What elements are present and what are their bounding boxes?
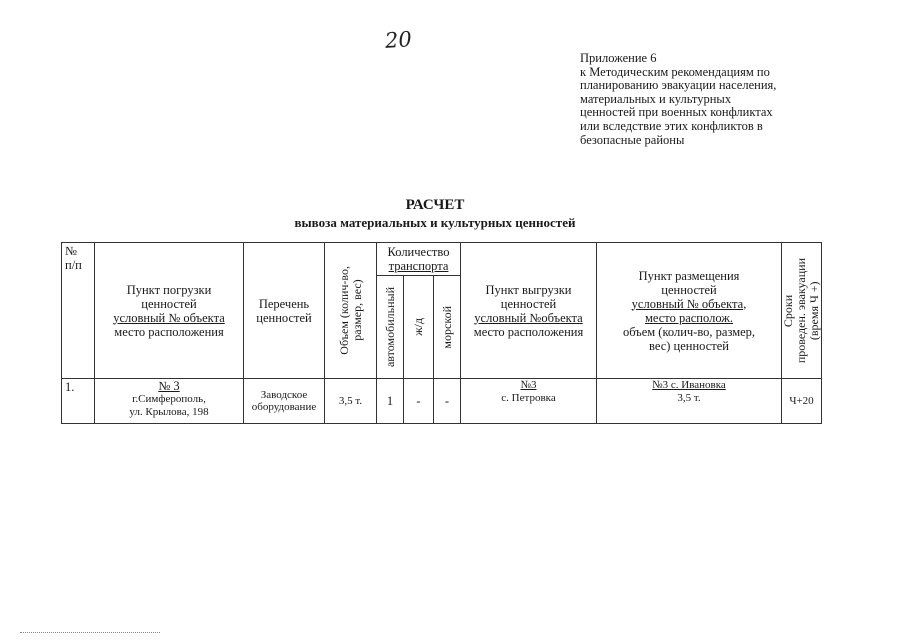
header-line: размер, вес) [349, 279, 364, 342]
header-line: место располож. [644, 310, 734, 325]
cell-num [62, 379, 95, 424]
loading-street: ул. Крылова, 198 [129, 405, 209, 418]
handwritten-page-number: 20 [384, 27, 413, 53]
appendix-line: безопасные районы [580, 132, 685, 147]
header-line: Объем (колич-во, [336, 266, 351, 355]
cell-unloading-point [461, 379, 597, 424]
appendix-line: к Методическим рекомендациям по [580, 64, 770, 79]
placement-volume: 3,5 т. [677, 391, 701, 404]
header-line: Перечень [258, 296, 310, 311]
header-line: условный № объекта, [631, 296, 747, 311]
cell-values-list [244, 379, 325, 424]
header-line: Пункт размещения [638, 268, 740, 283]
cell-sea [434, 379, 461, 424]
header-auto-transport [377, 276, 404, 379]
header-loading-point [95, 243, 244, 379]
header-line: автомобильный [382, 286, 397, 368]
volume-value: 3,5 т. [338, 394, 363, 407]
appendix-line: Приложение 6 [580, 51, 657, 65]
values-list-line: Заводское [260, 388, 308, 401]
rail-count: - [416, 394, 421, 408]
cell-terms [782, 379, 822, 424]
cell-placement-point [597, 379, 782, 424]
cell-rail [404, 379, 434, 424]
loading-city: г.Симферополь, [132, 393, 206, 405]
appendix-note [580, 52, 840, 147]
header-num-line: п/п [65, 258, 82, 272]
row-number: 1. [65, 380, 75, 394]
document-subtitle: вывоза материальных и культурных ценностей [294, 215, 576, 230]
appendix-line: материальных и культурных [580, 91, 732, 106]
header-line: Пункт погрузки [126, 282, 212, 297]
cell-volume [325, 379, 377, 424]
header-line: Сроки [781, 294, 795, 327]
header-placement-point [597, 243, 782, 379]
header-line: ценностей [500, 296, 557, 311]
header-line: место расположения [473, 324, 584, 339]
appendix-line: планированию эвакуации населения, [580, 78, 777, 93]
calculation-table [61, 242, 822, 424]
table-row [62, 379, 822, 424]
header-line: объем (колич-во, размер, [622, 324, 756, 339]
header-line: транспорта [388, 259, 449, 273]
scan-artifact [20, 632, 160, 635]
header-unloading-point [461, 243, 597, 379]
header-volume [325, 243, 377, 379]
header-transport-count [377, 243, 461, 276]
header-line: ценностей [256, 310, 312, 325]
header-evacuation-terms [782, 243, 822, 379]
header-line: ценностей [661, 282, 717, 297]
header-line: Количество [387, 245, 450, 259]
header-line: условный № объекта [113, 310, 225, 325]
cell-loading-point [95, 379, 244, 424]
loading-object: № 3 [158, 379, 180, 393]
header-line: вес) ценностей [649, 338, 729, 353]
header-values-list [244, 243, 325, 379]
header-line: (время Ч +) [807, 281, 821, 340]
header-line: ж/д [411, 318, 425, 336]
header-line: условный №объекта [474, 310, 583, 325]
values-list-line: оборудование [251, 401, 317, 413]
auto-count: 1 [386, 394, 394, 408]
header-sea-transport [434, 276, 461, 379]
unloading-place: с. Петровка [501, 391, 556, 404]
cell-auto [377, 379, 404, 424]
unloading-object: №3 [520, 379, 537, 391]
sea-count: - [444, 394, 450, 408]
header-line: место расположения [114, 324, 224, 339]
header-num [62, 243, 95, 379]
header-rail-transport [404, 276, 434, 379]
document-title: РАСЧЕТ [405, 197, 465, 213]
header-line: проведен. эвакуации [794, 257, 808, 364]
header-line: морской [439, 305, 454, 349]
header-line: Пункт выгрузки [485, 282, 572, 297]
appendix-line: ценностей при военных конфликтах [580, 105, 773, 120]
terms-value: Ч+20 [789, 394, 814, 407]
placement-object: №3 с. Ивановка [652, 379, 726, 391]
header-num-line: № [65, 244, 77, 258]
appendix-line: или вследствие этих конфликтов в [580, 118, 763, 133]
header-line: ценностей [141, 296, 197, 311]
